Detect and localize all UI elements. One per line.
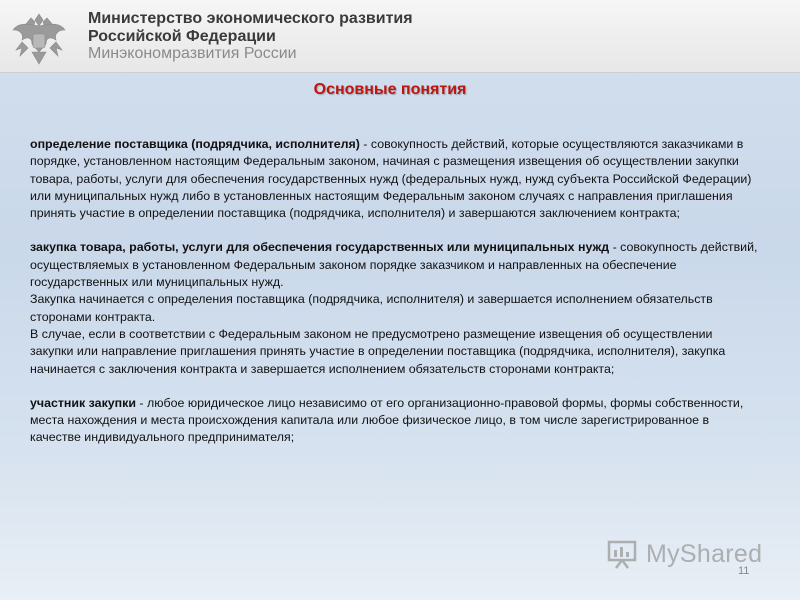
slide-header xyxy=(0,0,800,73)
org-name-line1: Министерство экономического развития xyxy=(88,10,413,27)
definition-paragraph-3 xyxy=(30,395,758,447)
page-number: 11 xyxy=(738,565,750,577)
definition-term: закупка товара, работы, услуги для обеспечения государственных или муниципальных нужд xyxy=(30,240,610,255)
org-short-name: Минэкономразвития России xyxy=(88,45,297,62)
org-name-line2: Российской Федерации xyxy=(88,28,276,45)
russian-coat-of-arms-icon xyxy=(10,6,68,66)
myshared-logo-icon xyxy=(606,538,638,570)
definition-paragraph-2 xyxy=(30,239,758,377)
slide-body xyxy=(30,136,758,464)
definition-term: участник закупки xyxy=(30,395,136,410)
definition-subparagraph: Закупка начинается с определения поставщика (подрядчика, исполнителя) и завершается исполнением обязательств сторонами контракта. xyxy=(30,292,713,324)
definition-text: - совокупность действий, которые осуществляются заказчиками в порядке, установленном настоящим Федеральным законом, начиная с размещения извещения об осуществлении закупки товара, работы, услуги для обеспечения государственных нужд (федеральных нужд, нужд субъекта Российской Федерации) или муниципальных нужд либо в установленных настоящим Федеральным законом случаях с направления приглашения принять участие в определении поставщика (подрядчика, исполнителя) и завершаются заключением контракта; xyxy=(30,137,752,221)
definition-term: определение поставщика (подрядчика, исполнителя) xyxy=(30,137,360,151)
watermark-text: MyShared xyxy=(646,540,763,568)
definition-subparagraph: В случае, если в соответствии с Федеральным законом не предусмотрено размещение извещения об осуществлении закупки или направление приглашения принять участие в определении поставщика (подрядчика, исполнителя), закупка начинается с заключения контракта и завершается исполнением обязательств сторонами контракта; xyxy=(30,326,726,376)
slide-title: Основные понятия xyxy=(313,81,467,98)
definition-text: - совокупность действий, осуществляемых в установленном Федеральным законом порядке заказчиком и направленных на обеспечение государственных или муниципальных нужд. xyxy=(30,240,758,290)
definition-paragraph-1 xyxy=(30,136,758,222)
definition-text: - любое юридическое лицо независимо от его организационно-правовой формы, формы собственности, места нахождения и места происхождения капитала или любое физическое лицо, в том числе зарегистрированное в качестве индивидуального предпринимателя; xyxy=(30,395,744,445)
